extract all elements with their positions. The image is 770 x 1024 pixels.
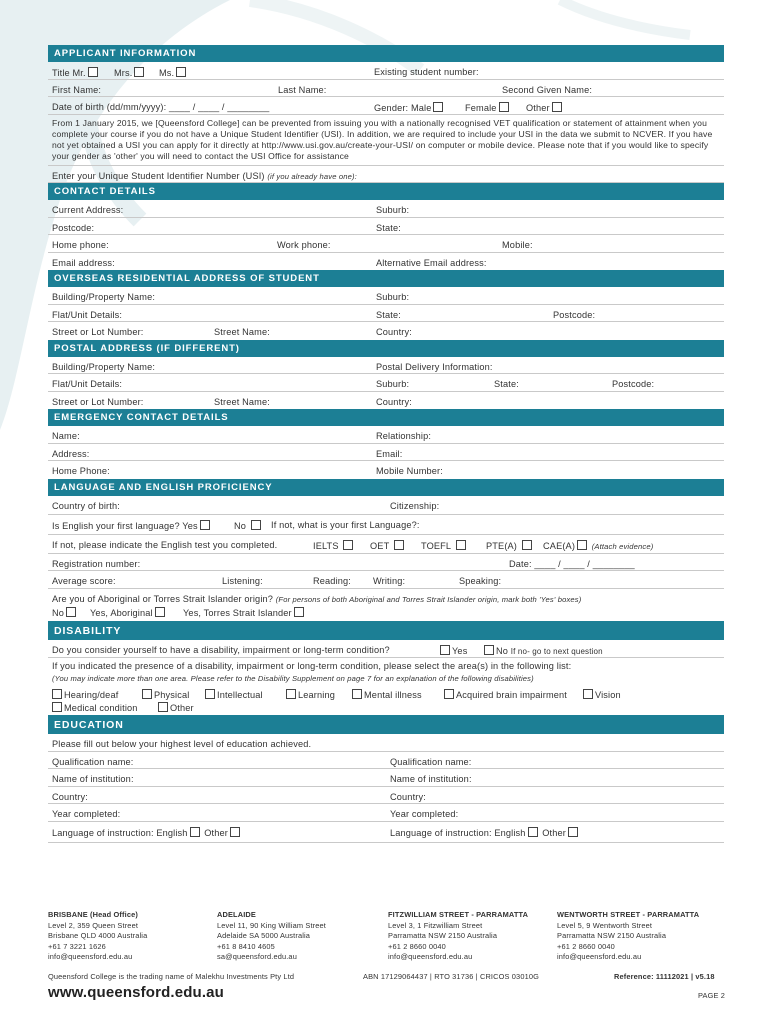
education-country-2-label: Country: <box>390 791 426 802</box>
language-row-5 <box>48 571 724 589</box>
home-phone-label: Home phone: <box>52 240 109 250</box>
postal-delivery-label: Postal Delivery Information: <box>376 361 493 372</box>
emergency-row-2 <box>48 444 724 462</box>
instruction-english-1-checkbox[interactable] <box>190 827 200 837</box>
abn-rto-cricos: ABN 17129064437 | RTO 31736 | CRICOS 03010G <box>363 972 540 981</box>
institution-2-label: Name of institution: <box>390 774 472 784</box>
intellectual-label: Intellectual <box>217 689 263 700</box>
campus-fitzwilliam <box>388 910 528 963</box>
vision-checkbox[interactable] <box>583 689 593 699</box>
aboriginal-note: (For persons of both Aboriginal and Torres Strait Islander origin, mark both 'Yes' boxes) <box>275 594 582 604</box>
toefl-checkbox[interactable] <box>456 540 466 550</box>
postal-flat-label: Flat/Unit Details: <box>52 379 123 389</box>
page-number: PAGE 2 <box>698 991 726 1000</box>
overseas-header: OVERSEAS RESIDENTIAL ADDRESS OF STUDENT <box>48 270 724 287</box>
second-name-label: Second Given Name: <box>502 84 593 95</box>
overseas-state-label: State: <box>376 309 401 320</box>
contact-row-2 <box>48 218 724 236</box>
title-mrs-label: Mrs. <box>114 68 133 78</box>
emergency-mobile-label: Mobile Number: <box>376 466 443 476</box>
reference-number: Reference: 11112021 | v5.18 <box>614 972 715 981</box>
language-row-6 <box>48 589 724 605</box>
cae-label: CAE(A) <box>543 540 576 551</box>
disability-no-note: If no- go to next question <box>510 646 603 656</box>
learning-label: Learning <box>298 689 335 700</box>
postal-header: POSTAL ADDRESS (IF DIFFERENT) <box>48 340 724 357</box>
postal-row-1 <box>48 357 724 375</box>
physical-checkbox[interactable] <box>142 689 152 699</box>
campus-adelaide-line2: Adelaide SA 5000 Australia <box>217 931 311 941</box>
mental-illness-label: Mental illness <box>364 689 422 700</box>
writing-label: Writing: <box>373 576 406 586</box>
instruction-other-2-checkbox[interactable] <box>568 827 578 837</box>
usi-label: Enter your Unique Student Identifier Number (USI) <box>52 170 265 181</box>
campus-fitzwilliam-phone: +61 2 8660 0040 <box>388 941 446 951</box>
suburb-label: Suburb: <box>376 205 410 215</box>
speaking-label: Speaking: <box>459 576 502 586</box>
dob-label: Date of birth (dd/mm/yyyy): ____ / ____ / ________ <box>52 102 270 112</box>
emergency-header: EMERGENCY CONTACT DETAILS <box>48 409 724 426</box>
instruction-english-2-checkbox[interactable] <box>528 827 538 837</box>
campus-wentworth-line1: Level 5, 9 Wentworth Street <box>557 920 653 930</box>
year-completed-1-label: Year completed: <box>52 809 121 819</box>
education-intro-row <box>48 734 724 752</box>
english-yes-checkbox[interactable] <box>200 520 210 530</box>
country-of-birth-label: Country of birth: <box>52 500 120 511</box>
english-no-label: No <box>234 520 247 531</box>
listening-label: Listening: <box>222 576 263 586</box>
overseas-suburb-label: Suburb: <box>376 292 410 302</box>
institution-1-label: Name of institution: <box>52 774 134 784</box>
campus-fitzwilliam-name: FITZWILLIAM STREET - PARRAMATTA <box>388 910 529 919</box>
disability-options-row-2 <box>48 700 724 715</box>
language-row-7 <box>48 605 724 621</box>
first-language-label: If not, what is your first Language?: <box>271 519 420 530</box>
instruction-other-2-label: Other <box>542 827 566 838</box>
disability-no-label: No <box>496 645 509 656</box>
postal-building-label: Building/Property Name: <box>52 361 156 372</box>
alt-email-label: Alternative Email address: <box>376 257 487 268</box>
hearing-label: Hearing/deaf <box>64 689 119 700</box>
average-score-label: Average score: <box>52 576 116 586</box>
existing-student-number-label: Existing student number: <box>374 67 479 77</box>
overseas-street-label: Street or Lot Number: <box>52 327 144 337</box>
overseas-street-name-label: Street Name: <box>214 327 270 337</box>
overseas-row-1 <box>48 287 724 305</box>
disability-indicated-text: If you indicated the presence of a disability, impairment or long-term condition, please select the area(s) in the following list: <box>52 660 572 671</box>
disability-note: (You may indicate more than one area. Please refer to the Disability Supplement on page 7 for an explanation of the following disabilities) <box>52 673 534 683</box>
campus-adelaide-phone: +61 8 8410 4605 <box>217 941 275 951</box>
citizenship-label: Citizenship: <box>390 500 440 511</box>
overseas-row-2 <box>48 305 724 323</box>
disability-row-2 <box>48 658 724 672</box>
reading-label: Reading: <box>313 576 351 586</box>
language-row-1 <box>48 496 724 515</box>
hearing-checkbox[interactable] <box>52 689 62 699</box>
contact-row-3 <box>48 235 724 253</box>
language-row-2 <box>48 515 724 535</box>
campus-adelaide-line1: Level 11, 90 King William Street <box>217 920 327 930</box>
postal-suburb-label: Suburb: <box>376 379 410 389</box>
disability-yes-checkbox[interactable] <box>440 645 450 655</box>
overseas-flat-label: Flat/Unit Details: <box>52 309 123 320</box>
disability-no-checkbox[interactable] <box>484 645 494 655</box>
gender-male-label: Gender: Male <box>374 103 432 113</box>
usi-note: (if you already have one): <box>267 171 357 181</box>
acquired-brain-label: Acquired brain impairment <box>456 689 567 700</box>
pte-checkbox[interactable] <box>522 540 532 550</box>
postcode-label: Postcode: <box>52 222 95 233</box>
emergency-row-3 <box>48 461 724 479</box>
postal-country-label: Country: <box>376 396 412 407</box>
current-address-label: Current Address: <box>52 205 124 215</box>
english-no-checkbox[interactable] <box>251 520 261 530</box>
postal-street-name-label: Street Name: <box>214 396 270 407</box>
contact-row-1 <box>48 200 724 218</box>
attach-evidence-note: (Attach evidence) <box>591 541 654 551</box>
campus-fitzwilliam-line1: Level 3, 1 Fitzwilliam Street <box>388 920 483 930</box>
english-first-label: Is English your first language? Yes <box>52 520 198 531</box>
campus-brisbane-email[interactable]: info@queensford.edu.au <box>48 952 133 962</box>
yes-torres-label: Yes, Torres Strait Islander <box>183 607 292 618</box>
title-row <box>48 62 724 80</box>
language-row-3 <box>48 535 724 554</box>
education-header: EDUCATION <box>48 715 724 734</box>
instruction-lang-2-label: Language of instruction: English <box>390 827 526 838</box>
usi-paragraph: From 1 January 2015, we [Queensford College] can be prevented from issuing you with a nationally recognised VET qualification or statement of attainment when you complete your course if you do not have a Unique Student Identifier (USI). In addition, we are required to include your USI in the data we submit to NCVER. If you have not yet obtained a USI you can apply for it directly at http://www.usi.gov.au/create-your-USI/ on computer or mobile device. Please note that if you would like to specify your gender as 'other' you will need to contact the USI Office for assistance <box>48 115 724 166</box>
title-ms-checkbox[interactable] <box>176 67 186 77</box>
education-row-4 <box>48 804 724 822</box>
disability-question: Do you consider yourself to have a disability, impairment or long-term condition? <box>52 644 390 655</box>
gender-male-checkbox[interactable] <box>433 102 443 112</box>
campus-brisbane-line2: Brisbane QLD 4000 Australia <box>48 931 148 941</box>
form <box>48 45 724 843</box>
disability-other-label: Other <box>170 702 194 713</box>
campus-wentworth-email[interactable]: info@queensford.edu.au <box>557 952 642 962</box>
education-row-5 <box>48 822 724 843</box>
gender-female-label: Female <box>465 103 497 113</box>
aboriginal-no-checkbox[interactable] <box>66 607 76 617</box>
title-ms-label: Ms. <box>159 68 175 78</box>
education-row-2 <box>48 769 724 787</box>
acquired-brain-checkbox[interactable] <box>444 689 454 699</box>
ielts-checkbox[interactable] <box>343 540 353 550</box>
disability-row-1 <box>48 640 724 658</box>
emergency-email-label: Email: <box>376 448 403 459</box>
pte-label: PTE(A) <box>486 540 518 551</box>
cae-checkbox[interactable] <box>577 540 587 550</box>
oet-label: OET <box>370 540 390 551</box>
education-intro: Please fill out below your highest level of education achieved. <box>52 738 312 749</box>
campus-wentworth <box>557 910 699 963</box>
first-name-label: First Name: <box>52 84 102 95</box>
campus-fitzwilliam-email[interactable]: info@queensford.edu.au <box>388 952 473 962</box>
usi-row <box>48 166 724 184</box>
overseas-postcode-label: Postcode: <box>553 309 596 320</box>
education-row-1 <box>48 752 724 770</box>
postal-postcode-label: Postcode: <box>612 379 655 389</box>
contact-row-4 <box>48 253 724 271</box>
campus-wentworth-name: WENTWORTH STREET - PARRAMATTA <box>557 910 700 919</box>
campus-adelaide <box>217 910 326 963</box>
instruction-other-1-label: Other <box>204 827 228 838</box>
emergency-address-label: Address: <box>52 448 90 459</box>
gender-female-checkbox[interactable] <box>499 102 509 112</box>
language-header: LANGUAGE AND ENGLISH PROFICIENCY <box>48 479 724 496</box>
campus-wentworth-phone: +61 2 8660 0040 <box>557 941 615 951</box>
campus-brisbane <box>48 910 147 963</box>
postal-row-2 <box>48 374 724 392</box>
test-date-label: Date: ____ / ____ / ________ <box>509 558 635 569</box>
yes-torres-checkbox[interactable] <box>294 607 304 617</box>
disability-row-3 <box>48 672 724 686</box>
qualification-1-label: Qualification name: <box>52 756 134 767</box>
campus-brisbane-phone: +61 7 3221 1626 <box>48 941 106 951</box>
intellectual-checkbox[interactable] <box>205 689 215 699</box>
learning-checkbox[interactable] <box>286 689 296 699</box>
work-phone-label: Work phone: <box>277 240 331 250</box>
instruction-other-1-checkbox[interactable] <box>230 827 240 837</box>
applicant-header: APPLICANT INFORMATION <box>48 45 724 62</box>
year-completed-2-label: Year completed: <box>390 809 459 819</box>
english-test-label: If not, please indicate the English test you completed. <box>52 539 278 550</box>
education-row-3 <box>48 787 724 805</box>
overseas-building-label: Building/Property Name: <box>52 292 156 302</box>
yes-aboriginal-checkbox[interactable] <box>155 607 165 617</box>
registration-number-label: Registration number: <box>52 558 141 569</box>
campus-wentworth-line2: Parramatta NSW 2150 Australia <box>557 931 667 941</box>
disability-yes-label: Yes <box>452 645 468 656</box>
gender-other-checkbox[interactable] <box>552 102 562 112</box>
title-mrs-checkbox[interactable] <box>134 67 144 77</box>
campus-adelaide-email[interactable]: sa@queensford.edu.au <box>217 952 297 962</box>
emergency-home-label: Home Phone: <box>52 466 110 476</box>
name-row <box>48 80 724 98</box>
dob-row <box>48 97 724 115</box>
email-label: Email address: <box>52 257 115 268</box>
language-row-4 <box>48 554 724 572</box>
gender-other-label: Other <box>526 103 550 113</box>
title-mr-label: Title Mr. <box>52 68 86 78</box>
qualification-2-label: Qualification name: <box>390 756 472 767</box>
oet-checkbox[interactable] <box>394 540 404 550</box>
emergency-row-1 <box>48 426 724 444</box>
medical-condition-checkbox[interactable] <box>52 702 62 712</box>
disability-options-row-1 <box>48 686 724 700</box>
aboriginal-no-label: No <box>52 607 65 618</box>
trading-name: Queensford College is the trading name of Malekhu Investments Pty Ltd <box>48 972 295 981</box>
overseas-row-3 <box>48 322 724 340</box>
ielts-label: IELTS <box>313 540 339 551</box>
website-link[interactable]: www.queensford.edu.au <box>48 984 224 1001</box>
state-label: State: <box>376 222 401 233</box>
postal-street-label: Street or Lot Number: <box>52 396 144 407</box>
education-country-1-label: Country: <box>52 791 88 802</box>
aboriginal-question: Are you of Aboriginal or Torres Strait Islander origin? <box>52 593 274 604</box>
campus-fitzwilliam-line2: Parramatta NSW 2150 Australia <box>388 931 498 941</box>
last-name-label: Last Name: <box>278 84 327 95</box>
campus-brisbane-name: BRISBANE (Head Office) <box>48 910 138 919</box>
disability-other-checkbox[interactable] <box>158 702 168 712</box>
campus-adelaide-name: ADELAIDE <box>217 910 256 919</box>
vision-label: Vision <box>595 689 621 700</box>
postal-row-3 <box>48 392 724 410</box>
contact-header: CONTACT DETAILS <box>48 183 724 200</box>
title-mr-checkbox[interactable] <box>88 67 98 77</box>
instruction-lang-1-label: Language of instruction: English <box>52 827 188 838</box>
yes-aboriginal-label: Yes, Aboriginal <box>90 607 153 618</box>
toefl-label: TOEFL <box>421 540 451 551</box>
mobile-label: Mobile: <box>502 240 533 250</box>
disability-header: DISABILITY <box>48 621 724 640</box>
emergency-name-label: Name: <box>52 431 80 441</box>
mental-illness-checkbox[interactable] <box>352 689 362 699</box>
overseas-country-label: Country: <box>376 327 412 337</box>
postal-state-label: State: <box>494 379 519 389</box>
emergency-relationship-label: Relationship: <box>376 431 432 441</box>
physical-label: Physical <box>154 689 190 700</box>
campus-brisbane-line1: Level 2, 359 Queen Street <box>48 920 139 930</box>
medical-condition-label: Medical condition <box>64 702 138 713</box>
